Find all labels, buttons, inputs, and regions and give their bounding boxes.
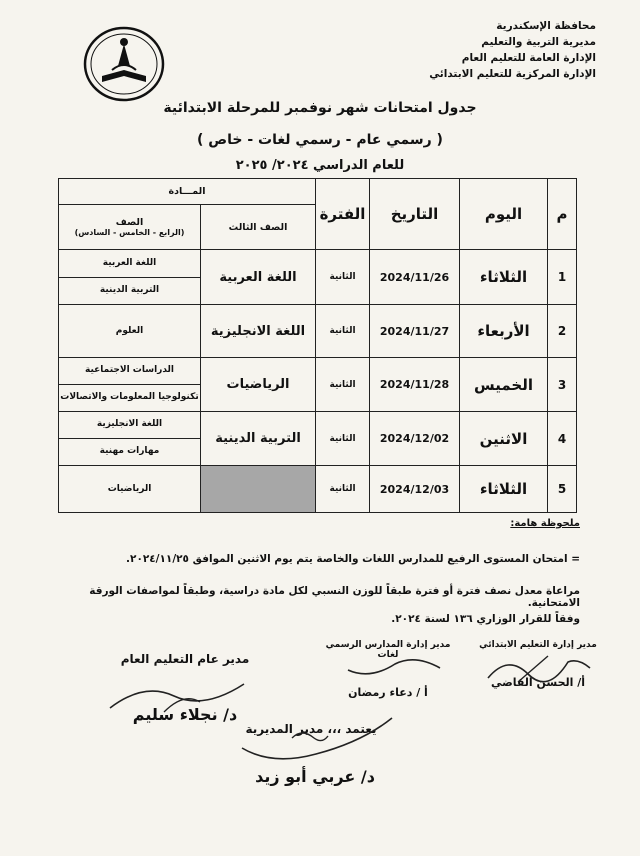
signature-role: مدير إدارة المدارس الرسمي لغات xyxy=(325,640,451,660)
table-row xyxy=(59,358,577,384)
row-period: الثانية xyxy=(316,305,370,358)
row-num: 3 xyxy=(548,358,577,412)
row-date: 2024/11/28 xyxy=(370,358,460,412)
row-upper-subject: اللغة الانجليزية xyxy=(59,412,201,438)
page-subtitle: ( رسمي عام - رسمي لغات - خاص ) xyxy=(197,132,443,148)
row-date: 2024/11/26 xyxy=(370,250,460,305)
row-num: 2 xyxy=(548,305,577,358)
row-grade3-subject: اللغة الانجليزية xyxy=(201,305,316,358)
row-day: الثلاثاء xyxy=(460,466,548,513)
table-row xyxy=(59,250,577,277)
row-period: الثانية xyxy=(316,412,370,466)
header-line: الإدارة المركزية للتعليم الابتدائي xyxy=(429,68,596,80)
row-upper-subject: الرياضيات xyxy=(59,466,201,513)
header-line: الإدارة العامة للتعليم العام xyxy=(461,52,596,64)
header-line: مديرية التربية والتعليم xyxy=(481,36,596,48)
header-subject: المـــادة xyxy=(59,179,316,205)
row-grade3-subject: اللغة العربية xyxy=(201,250,316,305)
header-day: اليوم xyxy=(460,179,548,250)
notes-heading: ملحوظة هامة: xyxy=(510,518,580,529)
row-upper-subject: العلوم xyxy=(59,305,201,358)
signature-role-general-director: مدير عام التعليم العام xyxy=(120,652,250,666)
row-date: 2024/12/02 xyxy=(370,412,460,466)
row-grade3-subject: التربية الدينية xyxy=(201,412,316,466)
signature-name-general-director: د/ نجلاء سليم xyxy=(132,705,238,724)
header-upper xyxy=(59,205,201,250)
header-num: م xyxy=(548,179,577,250)
row-period: الثانية xyxy=(316,466,370,513)
academic-year: للعام الدراسي ٢٠٢٤/ ٢٠٢٥ xyxy=(235,158,405,173)
handwritten-signature-icon xyxy=(478,648,598,690)
header-upper-label: الصف xyxy=(115,217,144,229)
ministry-logo-icon xyxy=(82,26,166,104)
signature-name: أ/ الحسن القاضي xyxy=(490,676,586,689)
row-grade3-subject: الرياضيات xyxy=(201,358,316,412)
header-date: التاريخ xyxy=(370,179,460,250)
exam-schedule-table xyxy=(58,178,577,513)
row-num: 4 xyxy=(548,412,577,466)
row-date: 2024/11/27 xyxy=(370,305,460,358)
handwritten-signature-icon xyxy=(232,708,402,770)
header-period: الفترة xyxy=(316,179,370,250)
row-upper-subject: اللغة العربية xyxy=(59,250,201,277)
row-day: الثلاثاء xyxy=(460,250,548,305)
signature-name-directorate-head: د/ عربي أبو زيد xyxy=(255,767,375,786)
row-upper-subject: التربية الدينية xyxy=(59,277,201,304)
handwritten-signature-icon xyxy=(340,650,450,682)
row-day: الاثنين xyxy=(460,412,548,466)
row-grade3-shaded xyxy=(201,466,316,513)
note-line: = امتحان المستوى الرفيع للمدارس اللغات والخاصة يتم يوم الاثنين الموافق ٢٠٢٤/١١/٢٥. xyxy=(126,553,580,565)
row-upper-subject: الدراسات الاجتماعية xyxy=(59,358,201,384)
note-line: وفقاً للقرار الوزاري ١٣٦ لسنة ٢٠٢٤. xyxy=(391,613,580,625)
table-row xyxy=(59,466,577,513)
note-line: مراعاة معدل نصف فترة أو فترة طبقاً للوزن النسبي لكل مادة دراسية، وطبقاً لمواصفات الورقة الامتحانية. xyxy=(89,585,580,609)
row-date: 2024/12/03 xyxy=(370,466,460,513)
header-grade3: الصف الثالث xyxy=(201,205,316,250)
row-period: الثانية xyxy=(316,358,370,412)
row-num: 5 xyxy=(548,466,577,513)
header-line: محافظة الإسكندرية xyxy=(496,20,596,32)
row-upper-subject: تكنولوجيا المعلومات والاتصالات xyxy=(59,384,201,411)
row-day: الخميس xyxy=(460,358,548,412)
row-period: الثانية xyxy=(316,250,370,305)
header-authority xyxy=(356,18,596,82)
header-upper-sub: (الرابع - الخامس - السادس) xyxy=(74,228,185,238)
row-upper-subject: مهارات مهنية xyxy=(59,438,201,465)
row-day: الأربعاء xyxy=(460,305,548,358)
signature-role: مدير إدارة التعليم الابتدائي xyxy=(479,640,597,650)
row-num: 1 xyxy=(548,250,577,305)
signature-role-directorate-head: يعتمد ،،، مدير المديرية xyxy=(245,722,377,736)
table-row xyxy=(59,412,577,438)
page-title: جدول امتحانات شهر نوفمبر للمرحلة الابتدائية xyxy=(163,100,477,116)
signature-name: أ / دعاء رمضان xyxy=(348,686,428,699)
table-row xyxy=(59,305,577,358)
